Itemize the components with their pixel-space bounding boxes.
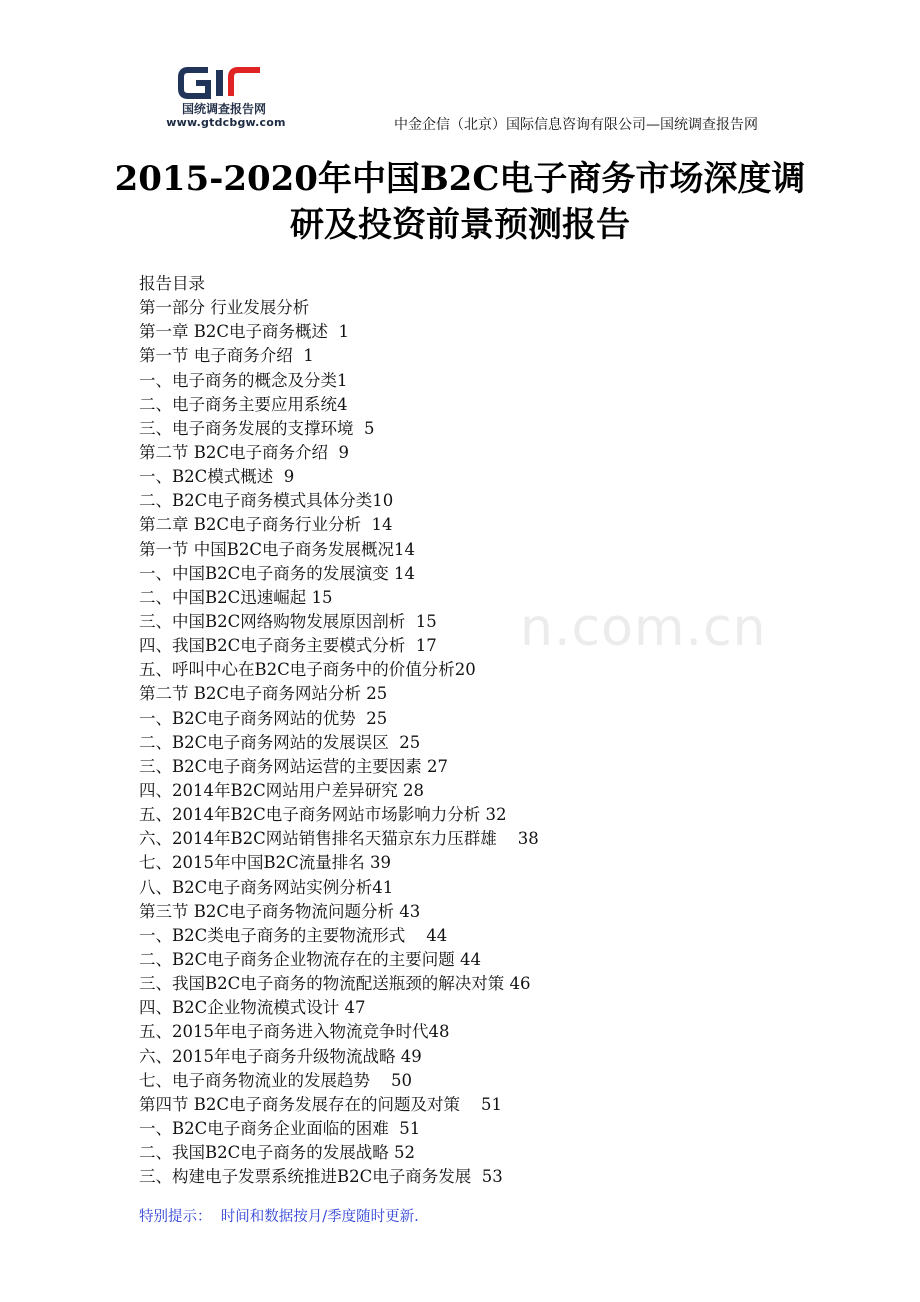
toc-entry: 二、我国B2C电子商务的发展战略 52 bbox=[139, 1143, 415, 1163]
toc-entry: 第四节 B2C电子商务发展存在的问题及对策 51 bbox=[139, 1094, 502, 1114]
update-notice: 特别提示： 时间和数据按月/季度随时更新. bbox=[139, 1209, 419, 1225]
toc-entry: 八、B2C电子商务网站实例分析41 bbox=[139, 877, 394, 897]
toc-entry: 三、电子商务发展的支撑环境 5 bbox=[139, 418, 375, 438]
toc-entry: 三、中国B2C网络购物发展原因剖析 15 bbox=[139, 611, 437, 631]
logo-mark-icon bbox=[178, 66, 264, 100]
toc-entry: 第一节 中国B2C电子商务发展概况14 bbox=[139, 539, 415, 559]
watermark: n.com.cn bbox=[520, 598, 767, 658]
toc-entry: 一、中国B2C电子商务的发展演变 14 bbox=[139, 563, 415, 583]
toc-entry: 四、2014年B2C网站用户差异研究 28 bbox=[139, 780, 424, 800]
site-logo bbox=[150, 62, 300, 132]
toc-entry: 第二章 B2C电子商务行业分析 14 bbox=[139, 515, 393, 535]
toc-entry: 第二节 B2C电子商务介绍 9 bbox=[139, 442, 349, 462]
toc-entry: 二、电子商务主要应用系统4 bbox=[139, 394, 348, 414]
toc-entry: 第一章 B2C电子商务概述 1 bbox=[139, 322, 349, 342]
toc-entry: 五、2015年电子商务进入物流竞争时代48 bbox=[139, 1022, 450, 1042]
toc-entry: 七、电子商务物流业的发展趋势 50 bbox=[139, 1070, 412, 1090]
toc-entry: 三、构建电子发票系统推进B2C电子商务发展 53 bbox=[139, 1167, 503, 1187]
toc-entry: 一、B2C电子商务网站的优势 25 bbox=[139, 708, 388, 728]
toc-entry: 第一节 电子商务介绍 1 bbox=[139, 346, 314, 366]
logo-text: 国统调查报告网 bbox=[181, 102, 266, 116]
company-name: 中金企信（北京）国际信息咨询有限公司—国统调查报告网 bbox=[394, 117, 758, 133]
toc-entry: 二、B2C电子商务企业物流存在的主要问题 44 bbox=[139, 949, 481, 969]
toc-entry: 二、B2C电子商务模式具体分类10 bbox=[139, 491, 394, 511]
toc-entry: 二、中国B2C迅速崛起 15 bbox=[139, 587, 333, 607]
report-title-line-1: 2015-2020年中国B2C电子商务市场深度调 bbox=[114, 159, 806, 199]
toc-entry: 三、B2C电子商务网站运营的主要因素 27 bbox=[139, 756, 448, 776]
toc-heading: 报告目录 bbox=[139, 274, 205, 293]
toc-entry: 六、2015年电子商务升级物流战略 49 bbox=[139, 1046, 422, 1066]
report-title-line-2: 研及投资前景预测报告 bbox=[290, 205, 630, 245]
logo-url: www.gtdcbgw.com bbox=[166, 116, 286, 129]
toc-entry: 第三节 B2C电子商务物流问题分析 43 bbox=[139, 901, 421, 921]
toc-entry: 五、呼叫中心在B2C电子商务中的价值分析20 bbox=[139, 660, 476, 680]
table-of-contents bbox=[139, 272, 839, 1189]
toc-entry: 二、B2C电子商务网站的发展误区 25 bbox=[139, 732, 421, 752]
toc-entry: 一、B2C电子商务企业面临的困难 51 bbox=[139, 1118, 421, 1138]
toc-entry: 第一部分 行业发展分析 bbox=[139, 298, 310, 318]
toc-entry: 第二节 B2C电子商务网站分析 25 bbox=[139, 684, 388, 704]
toc-entry: 一、B2C模式概述 9 bbox=[139, 467, 295, 487]
toc-entry: 五、2014年B2C电子商务网站市场影响力分析 32 bbox=[139, 805, 507, 825]
toc-entry: 四、我国B2C电子商务主要模式分析 17 bbox=[139, 636, 437, 656]
toc-entry: 一、B2C类电子商务的主要物流形式 44 bbox=[139, 925, 448, 945]
toc-entry: 四、B2C企业物流模式设计 47 bbox=[139, 998, 366, 1018]
report-title bbox=[60, 156, 860, 248]
toc-entry: 六、2014年B2C网站销售排名天猫京东力压群雄 38 bbox=[139, 829, 539, 849]
toc-entry: 一、电子商务的概念及分类1 bbox=[139, 370, 348, 390]
toc-entry: 七、2015年中国B2C流量排名 39 bbox=[139, 853, 391, 873]
toc-entry: 三、我国B2C电子商务的物流配送瓶颈的解决对策 46 bbox=[139, 974, 531, 994]
